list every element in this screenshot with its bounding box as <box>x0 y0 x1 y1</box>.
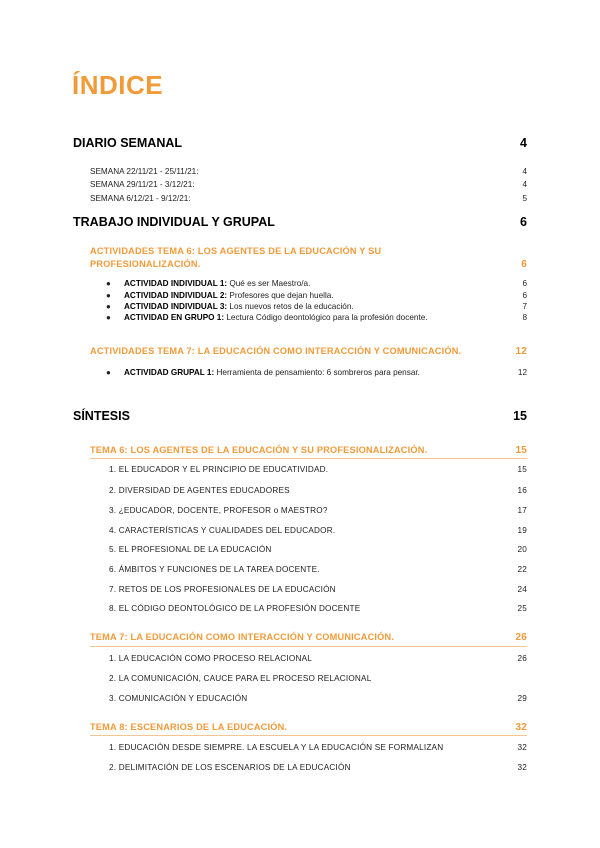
toc-label: 3. COMUNICACIÓN Y EDUCACIÓN <box>109 694 248 703</box>
toc-page: 22 <box>517 565 527 574</box>
toc-label: 3. ¿EDUCADOR, DOCENTE, PROFESOR o MAESTRO? <box>109 506 328 515</box>
toc-page: 32 <box>517 763 527 772</box>
toc-label-line1: ACTIVIDADES TEMA 6: LOS AGENTES DE LA EDUCACIÓN Y SU <box>90 246 382 256</box>
toc-label: SEMANA 22/11/21 - 25/11/21: <box>90 167 199 176</box>
toc-label: Los nuevos retos de la educación. <box>227 302 354 311</box>
toc-label: SEMANA 29/11/21 - 3/12/21: <box>90 180 195 189</box>
toc-label-bold: ACTIVIDAD GRUPAL 1: <box>124 368 215 377</box>
bullet-icon: ● <box>106 368 111 377</box>
toc-label: ACTIVIDADES TEMA 7: LA EDUCACIÓN COMO INTERACCIÓN Y COMUNICACIÓN. <box>90 346 462 356</box>
toc-page: 4 <box>520 136 527 150</box>
toc-label: 1. EDUCACIÓN DESDE SIEMPRE. LA ESCUELA Y LA EDUCACIÓN SE FORMALIZAN <box>109 743 444 752</box>
toc-label: 5. EL PROFESIONAL DE LA EDUCACIÓN <box>109 545 272 554</box>
toc-label: 1. EL EDUCADOR Y EL PRINCIPIO DE EDUCATIVIDAD. <box>109 465 329 474</box>
toc-page: 26 <box>515 632 527 643</box>
toc-page: 6 <box>522 279 527 288</box>
toc-label: TEMA 7: LA EDUCACIÓN COMO INTERACCIÓN Y COMUNICACIÓN. <box>90 632 395 642</box>
toc-label: TEMA 6: LOS AGENTES DE LA EDUCACIÓN Y SU PROFESIONALIZACIÓN. <box>90 445 428 455</box>
toc-label: 2. DIVERSIDAD DE AGENTES EDUCADORES <box>109 486 290 495</box>
toc-page: 12 <box>517 368 527 377</box>
toc-label: TRABAJO INDIVIDUAL Y GRUPAL <box>73 215 275 229</box>
bullet-icon: ● <box>106 279 111 288</box>
toc-label: Profesores que dejan huella. <box>227 291 334 300</box>
toc-page: 15 <box>515 445 527 456</box>
toc-label: TEMA 8: ESCENARIOS DE LA EDUCACIÓN. <box>90 722 288 732</box>
toc-label: 4. CARACTERÍSTICAS Y CUALIDADES DEL EDUCADOR. <box>109 526 336 535</box>
toc-page: 32 <box>515 722 527 733</box>
toc-page: 12 <box>515 346 527 357</box>
toc-page: 19 <box>517 526 527 535</box>
divider <box>90 458 527 459</box>
page-title: ÍNDICE <box>72 70 164 100</box>
toc-label: SEMANA 6/12/21 - 9/12/21: <box>90 194 191 203</box>
toc-page: 20 <box>517 545 527 554</box>
toc-label: 1. LA EDUCACIÓN COMO PROCESO RELACIONAL <box>109 654 312 663</box>
toc-label-bold: ACTIVIDAD INDIVIDUAL 1: <box>124 279 228 288</box>
toc-label: Qué es ser Maestro/a. <box>227 279 311 288</box>
toc-page: 15 <box>513 409 527 423</box>
toc-label-bold: ACTIVIDAD INDIVIDUAL 3: <box>124 302 228 311</box>
toc-page: 32 <box>517 743 527 752</box>
toc-label-line2: PROFESIONALIZACIÓN. <box>90 259 201 269</box>
toc-label: 2. LA COMUNICACIÓN, CAUCE PARA EL PROCESO RELACIONAL <box>109 674 372 683</box>
toc-page: 26 <box>517 654 527 663</box>
toc-label: 2. DELIMITACIÓN DE LOS ESCENARIOS DE LA EDUCACIÓN <box>109 763 351 772</box>
toc-page: 29 <box>517 694 527 703</box>
toc-label: SÍNTESIS <box>73 409 130 423</box>
toc-label: Herramienta de pensamiento: 6 sombreros para pensar. <box>214 368 420 377</box>
toc-label: 8. EL CÓDIGO DEONTOLÓGICO DE LA PROFESIÓN DOCENTE <box>109 604 361 613</box>
toc-page: 8 <box>522 313 527 322</box>
toc-page: 25 <box>517 604 527 613</box>
toc-label: DIARIO SEMANAL <box>73 136 183 150</box>
toc-page: 6 <box>520 215 527 229</box>
toc-page: 5 <box>522 194 527 203</box>
toc-label-bold: ACTIVIDAD INDIVIDUAL 2: <box>124 291 228 300</box>
toc-label: Lectura Código deontológico para la profesión docente. <box>224 313 428 322</box>
toc-page: 6 <box>522 291 527 300</box>
toc-page: 15 <box>517 465 527 474</box>
toc-page: 24 <box>517 585 527 594</box>
toc-page: 4 <box>522 167 527 176</box>
bullet-icon: ● <box>106 313 111 322</box>
bullet-icon: ● <box>106 302 111 311</box>
toc-label: 6. ÁMBITOS Y FUNCIONES DE LA TAREA DOCENTE. <box>109 565 320 574</box>
divider <box>90 646 527 647</box>
toc-page: 4 <box>522 180 527 189</box>
divider <box>90 735 527 736</box>
bullet-icon: ● <box>106 291 111 300</box>
toc-label: 7. RETOS DE LOS PROFESIONALES DE LA EDUCACIÓN <box>109 585 336 594</box>
toc-page: 6 <box>521 259 527 270</box>
toc-page: 17 <box>517 506 527 515</box>
toc-page: 16 <box>517 486 527 495</box>
toc-label-bold: ACTIVIDAD EN GRUPO 1: <box>124 313 225 322</box>
toc-page: 7 <box>522 302 527 311</box>
